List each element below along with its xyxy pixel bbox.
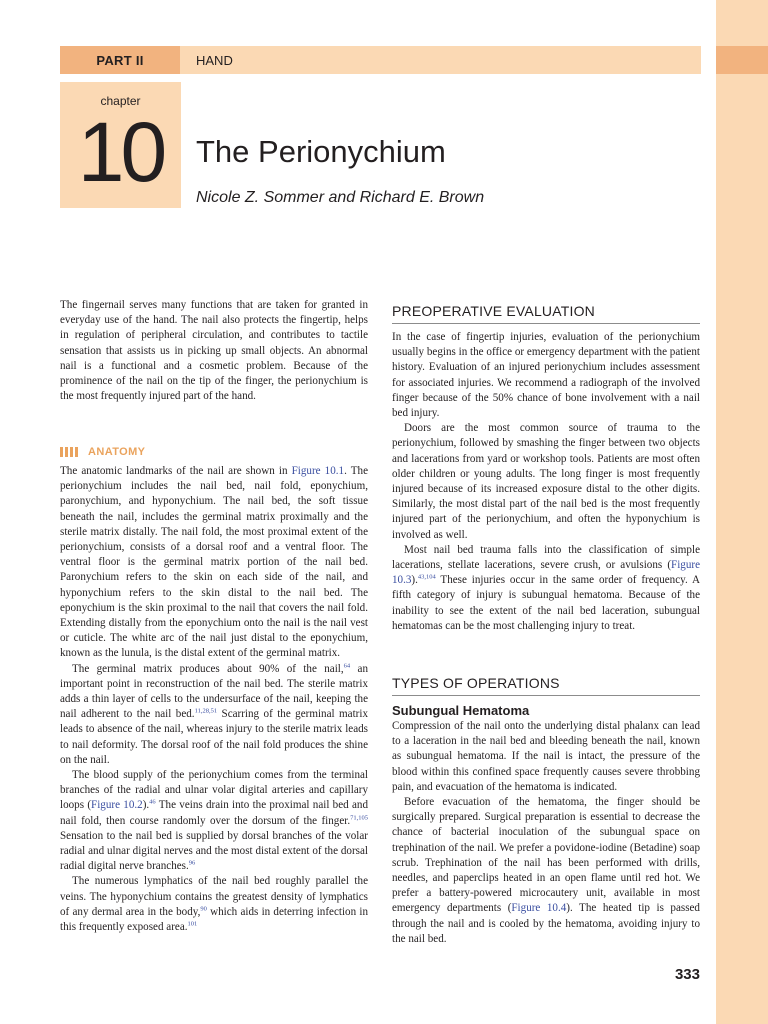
anatomy-body (60, 464, 368, 935)
figure-link-10-2[interactable]: Figure 10.2 (91, 799, 143, 812)
preoperative-evaluation-heading: PREOPERATIVE EVALUATION (392, 303, 595, 319)
reference-superscript[interactable]: 101 (187, 920, 198, 928)
chapter-authors: Nicole Z. Sommer and Richard E. Brown (196, 189, 485, 206)
text-run: Sensation to the nail bed is supplied by dorsal branches of the volar radial and ulnar digital nerves and the most distal extent of the dorsal radial digital nerve branches. (60, 829, 368, 873)
figure-link-10-1[interactable]: Figure 10.1 (291, 465, 345, 477)
reference-superscript[interactable]: 96 (188, 859, 196, 867)
chapter-label: chapter (100, 94, 141, 108)
subungual-body (392, 719, 700, 947)
part-header-bar (60, 46, 701, 74)
text-run: . The perionychium includes the nail bed, nail fold, eponychium, paronychium, and hyponychium. The nail bed, the soft tissue beneath the nail, includes the germinal matrix proximally and the sterile matrix distally. The nail fold, the most proximal extent of the perionychium, consists of a dorsal roof and a ventral floor. The ventral floor is the germinal matrix portion of the nail bed. Paronychium refers to the skin on each side of the nail, and hyponychium refers to the skin distal to the nail bed. The eponychium is the skin proximal to the nail that covers the nail fold. Extending distally from the eponychium onto the nail is the nail vest or cuticle. The white arc of the nail just distal to the eponychium, known as the lunula, is the distal extent of the germinal matrix. (60, 465, 368, 660)
preoperative-body (392, 330, 700, 634)
types-of-operations-heading: TYPES OF OPERATIONS (392, 675, 560, 691)
preop-paragraph-3 (392, 543, 700, 634)
side-margin-strip (716, 0, 768, 1024)
subungual-hematoma-heading: Subungual Hematoma (392, 703, 530, 718)
anatomy-paragraph-3 (60, 768, 368, 874)
anatomy-paragraph-4 (60, 874, 368, 935)
reference-superscript[interactable]: 11,28,51 (194, 707, 218, 715)
part-label: PART II (60, 46, 180, 74)
subungual-paragraph-2 (392, 795, 700, 947)
reference-superscript[interactable]: 71,105 (350, 813, 368, 821)
chapter-box (60, 82, 181, 208)
text-run: Most nail bed trauma falls into the classification of simple lacerations, stellate lacerations, severe crush, or avulsions ( (392, 543, 700, 572)
preop-paragraph-2: Doors are the most common source of trauma to the perionychium, followed by smashing the finger between two objects and lacerations from yard or workshop tools. Patients are most often older children or young adults. The long finger is most frequently injured because of its increased exposure distal to the other digits. Similarly, the most distal part of the nail bed is the most frequently injured part of the perionychium, and often the hyponychium is involved as well. (392, 422, 700, 541)
side-tab-marker (716, 46, 768, 74)
section-rule (392, 695, 700, 696)
page-number: 333 (674, 966, 700, 983)
text-run: The blood supply of the perionychium comes from the terminal branches of the radial and ulnar volar digital arteries and capillary loops ( (60, 769, 368, 812)
reference-superscript[interactable]: 46 (149, 798, 156, 806)
anatomy-section-icon (60, 446, 82, 458)
text-run: The anatomic landmarks of the nail are shown in (60, 465, 292, 477)
anatomy-paragraph-1 (60, 464, 368, 662)
text-run: ). The heated tip is passed through the nail and is cooled by the hematoma, avoiding injury to the nail bed. (392, 902, 700, 945)
text-run: ). (142, 799, 150, 812)
intro-text: The fingernail serves many functions that are taken for granted in everyday use of the hand. The nail also protects the fingertip, helps in regulation of peripheral circulation, and contributes to tactile sensation that assists us in picking up small objects. An abnormal nail is a functional and a cosmetic problem. Because of the prominence of the nail on the tip of the finger, the perionychium is the most frequently injured part of the hand. (60, 299, 368, 403)
reference-superscript[interactable]: 64 (343, 661, 351, 669)
text-run: Scarring of the germinal matrix leads to absence of the nail, whereas injury to the sterile matrix leads to nail deformity. The dorsal roof of the nail fold produces the shine on the nail. (60, 708, 368, 766)
text-run: an important point in reconstruction of the nail bed. The sterile matrix adds a thin layer of cells to the undersurface of the nail, keeping the nail adherent to the nail bed. (60, 662, 368, 721)
section-rule (392, 323, 700, 324)
anatomy-heading-text: ANATOMY (88, 446, 146, 458)
reference-superscript[interactable]: 90 (200, 905, 207, 913)
figure-link-10-4[interactable]: Figure 10.4 (511, 902, 567, 915)
reference-superscript[interactable]: 43,104 (417, 573, 436, 581)
text-run: These injuries occur in the same order of frequency. A fifth category of injury is subungual hematoma. Because of the inability to see the extent of the nail bed laceration, subungual hematomas can be the most challenging injury to treat. (392, 574, 700, 632)
part-name: HAND (196, 52, 233, 68)
text-run: ). (411, 574, 418, 587)
text-run: which aids in deterring infection in this frequently exposed area. (60, 905, 368, 934)
figure-link-10-3[interactable]: Figure 10.3 (392, 559, 700, 587)
text-run: Before evacuation of the hematoma, the finger should be surgically prepared. Surgical preparation is essential to decrease the chance of bacterial inoculation of the subungual space on trephination of the nail. We prefer a povidone-iodine (Betadine) soap scrub. Trephination of the nail has been performed with drills, needles, and paperclips heated in an open flame until red hot. We prefer a battery-powered microcautery unit, available in most emergency departments ( (392, 796, 700, 915)
text-run: The veins drain into the proximal nail bed and nail fold, then course randomly over the dorsum of the finger. (60, 799, 369, 827)
chapter-title: The Perionychium (196, 134, 446, 169)
text-run: The germinal matrix produces about 90% of the nail, (72, 662, 344, 675)
text-run: The numerous lymphatics of the nail bed roughly parallel the veins. The hyponychium contains the greatest density of lymphatics of any dermal area in the body, (60, 875, 368, 918)
intro-paragraph (60, 298, 368, 404)
chapter-number: 10 (77, 105, 164, 199)
anatomy-heading (60, 446, 145, 458)
subungual-paragraph-1: Compression of the nail onto the underlying distal phalanx can lead to a laceration in the nail bed and bleeding beneath the nail, known as subungual hematoma. If the nail is intact, the pressure of the blood within this confined space frequently causes severe throbbing pain, and evacuation of the hematoma is indicated. (392, 720, 700, 793)
anatomy-paragraph-2 (60, 662, 368, 768)
preop-paragraph-1: In the case of fingertip injuries, evaluation of the perionychium usually begins in the office or emergency department with the patient history. Evaluation of an injured perionychium includes assessment for associated injuries. We recommend a radiograph of the involved finger because of the 50% chance of bone involvement with a nail bed injury. (392, 331, 700, 420)
